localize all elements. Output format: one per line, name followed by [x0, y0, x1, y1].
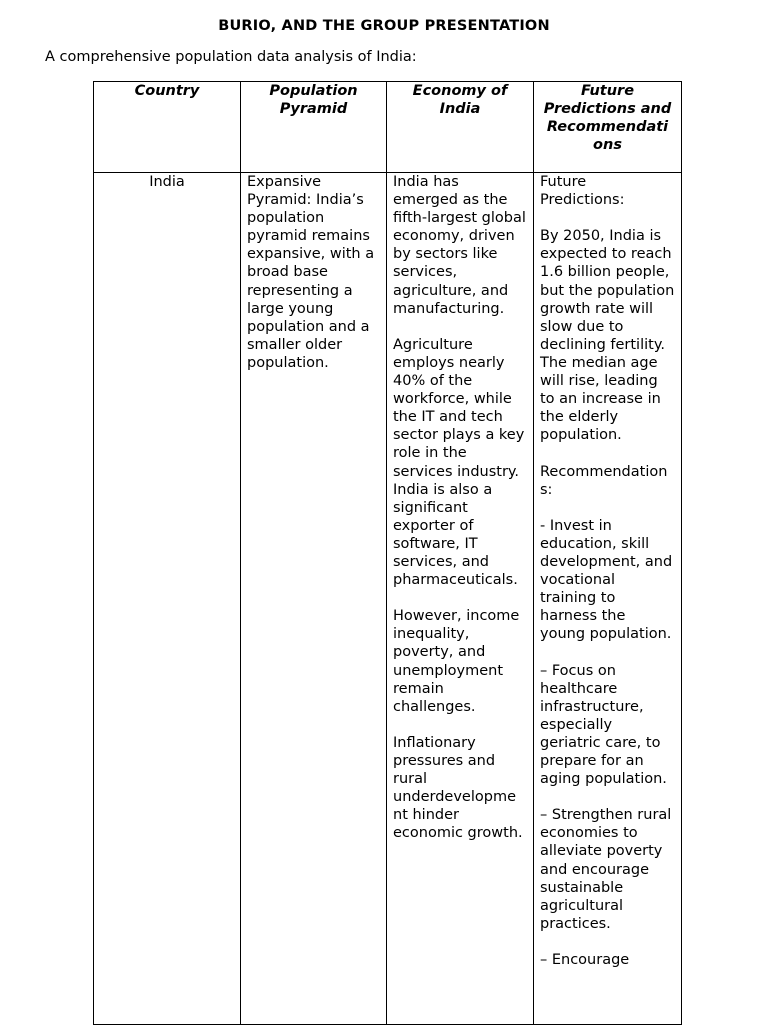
header-future-predictions: Future Predictions and Recommendati ons: [534, 82, 682, 173]
cell-population-pyramid: Expansive Pyramid: India’s population pyramid remains expansive, with a broad base representing a large young population and a smaller older population.: [241, 173, 387, 1025]
cell-country: India: [94, 173, 241, 1025]
intro-text: A comprehensive population data analysis of India:: [45, 49, 417, 65]
header-population-pyramid: Population Pyramid: [241, 82, 387, 173]
cell-future-predictions: Future Predictions: By 2050, India is expected to reach 1.6 billion people, but the population growth rate will slow due to declining fertility. The median age will rise, leading to an increase in the elderly population. Recommendation s: - Invest in education, skill development, and vocational training to harness the young population. – Focus on healthcare infrastructure, especially geriatric care, to prepare for an aging population. – Strengthen rural economies to alleviate poverty and encourage sustainable agricultural practices. – Encourage: [534, 173, 682, 1025]
table-header-row: [94, 82, 682, 173]
population-table: [93, 81, 682, 1025]
header-economy: Economy of India: [387, 82, 534, 173]
cell-economy: India has emerged as the fifth-largest global economy, driven by sectors like services, agriculture, and manufacturing. Agriculture employs nearly 40% of the workforce, while the IT and tech sector plays a key role in the services industry. India is also a significant exporter of software, IT services, and pharmaceuticals. However, income inequality, poverty, and unemployment remain challenges. Inflationary pressures and rural underdevelopme nt hinder economic growth.: [387, 173, 534, 1025]
header-country: Country: [94, 82, 241, 173]
document-title: BURIO, AND THE GROUP PRESENTATION: [218, 18, 550, 34]
table-row: [94, 173, 682, 1025]
